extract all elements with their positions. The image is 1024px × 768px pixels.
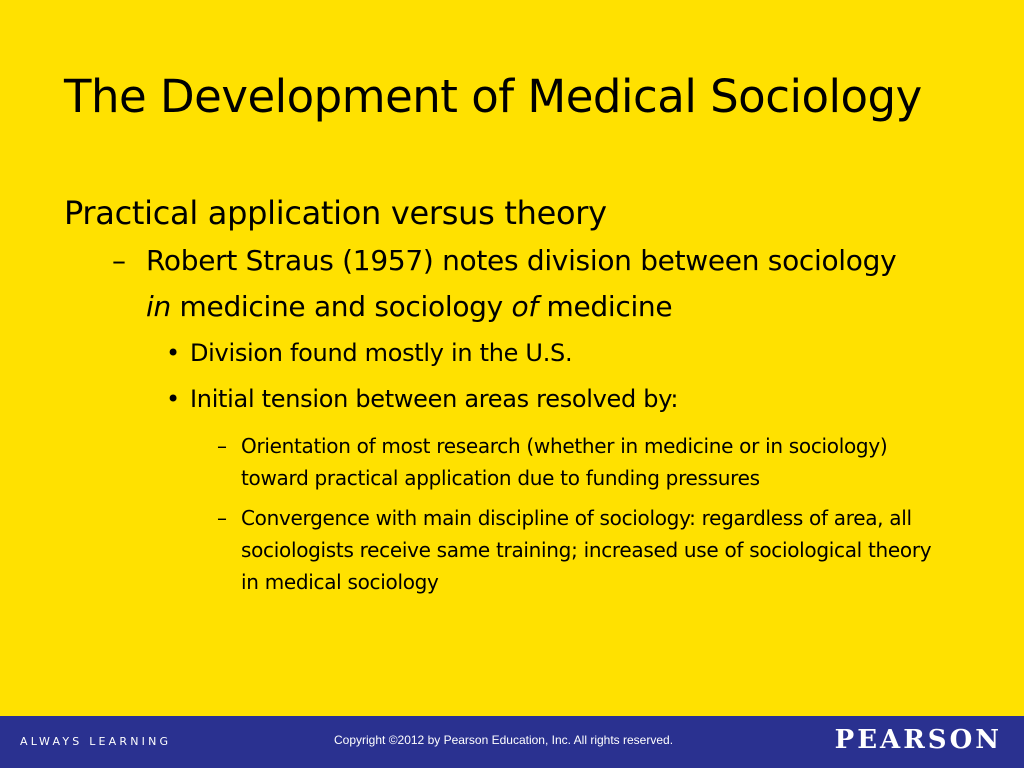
slide-body <box>64 194 964 606</box>
bullet-text: Division found mostly in the U.S. <box>190 339 573 367</box>
subpoint-text: Orientation of most research (whether in medicine or in sociology) toward practical application due to funding pressures <box>241 434 888 490</box>
point-em-of: of <box>511 290 538 323</box>
point-straus <box>112 238 926 330</box>
bullet-marker: • <box>166 385 180 413</box>
footer-bar <box>0 716 1024 768</box>
dash-marker: – <box>217 506 227 530</box>
point-text-b: medicine and sociology <box>170 290 512 323</box>
dash-marker: – <box>112 244 126 277</box>
subpoint-item <box>217 430 941 494</box>
slide-title: The Development of Medical Sociology <box>64 70 922 123</box>
point-em-in: in <box>146 290 171 323</box>
footer-copyright: Copyright ©2012 by Pearson Education, Inc. All rights reserved. <box>334 733 674 747</box>
point-text-a: Robert Straus (1957) notes division between sociology <box>146 244 897 277</box>
bullet-item <box>166 384 890 414</box>
main-heading: Practical application versus theory <box>64 194 607 232</box>
point-text-c: medicine <box>537 290 673 323</box>
bullet-text: Initial tension between areas resolved by: <box>190 385 679 413</box>
bullet-marker: • <box>166 339 180 367</box>
subpoint-item <box>217 502 941 598</box>
footer-tagline: ALWAYS LEARNING <box>20 735 172 748</box>
dash-marker: – <box>217 434 227 458</box>
subpoint-text: Convergence with main discipline of sociology: regardless of area, all sociologists receive same training; increased use of sociological theory in medical sociology <box>241 506 932 594</box>
bullet-item <box>166 338 890 368</box>
pearson-logo: PEARSON <box>834 725 1002 755</box>
